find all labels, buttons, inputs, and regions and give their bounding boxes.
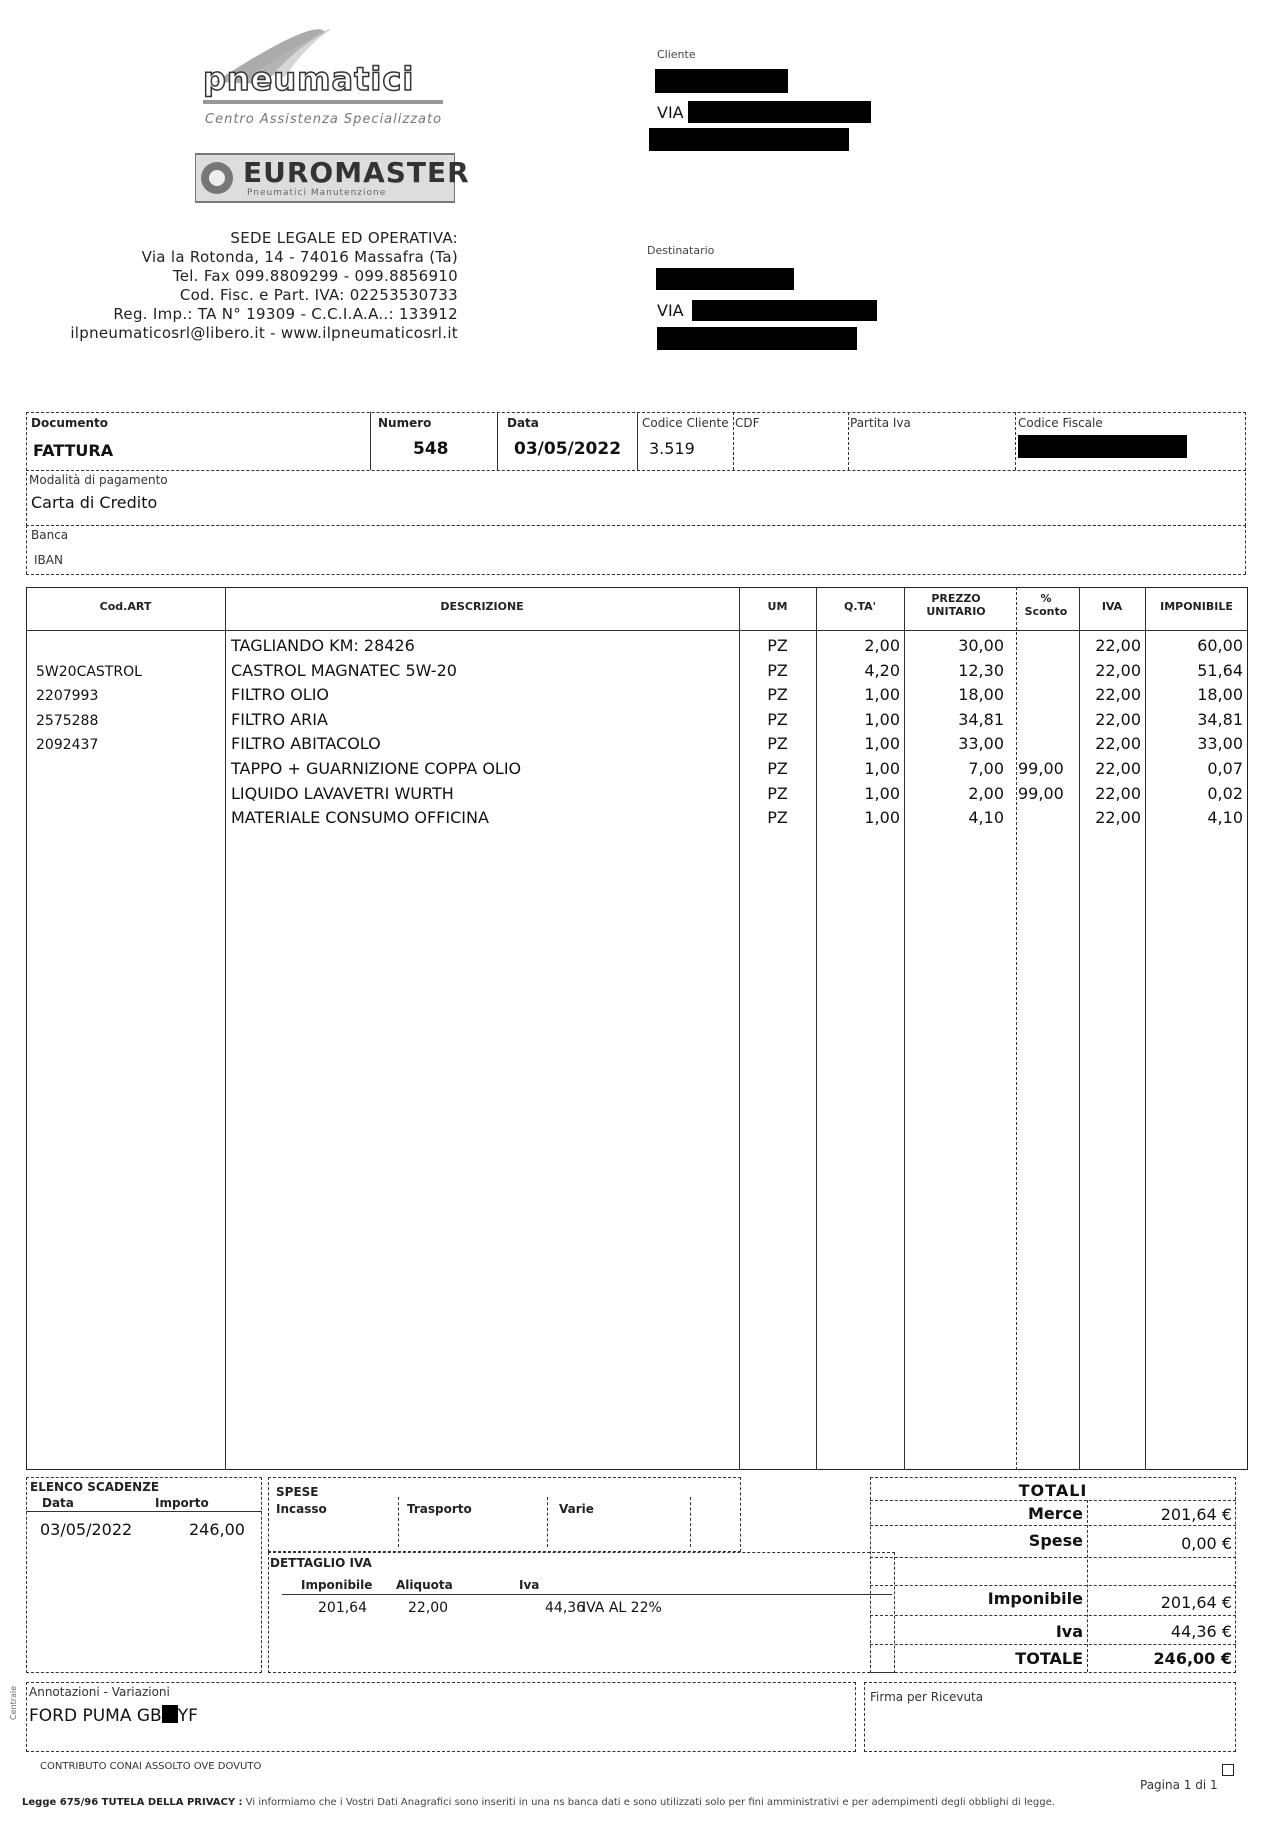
cell-cod: 2207993 (36, 688, 99, 705)
cell-desc: MATERIALE CONSUMO OFFICINA (231, 808, 489, 828)
pagamento-label: Modalità di pagamento (29, 473, 168, 487)
redacted-block (656, 268, 794, 290)
totali-merce: 201,64 € (1160, 1505, 1232, 1524)
annotazioni-label: Annotazioni - Variazioni (29, 1685, 170, 1699)
cell-iva: 22,00 (1095, 636, 1141, 655)
dettaglio-imponibile: 201,64 (318, 1600, 367, 1616)
redacted-block (657, 327, 857, 350)
scadenze-data-label: Data (42, 1496, 74, 1510)
cell-prezzo: 12,30 (958, 660, 1004, 680)
dettaglio-iva: 44,36 (545, 1600, 586, 1616)
col-header: % Sconto (1024, 592, 1068, 618)
cell-cod: 2092437 (36, 737, 99, 754)
documento-value: FATTURA (33, 441, 114, 460)
address-line: Reg. Imp.: TA N° 19309 - C.C.I.A.A..: 133912 (113, 305, 458, 323)
scadenze-importo-label: Importo (155, 1496, 209, 1510)
cell-imponibile: 33,00 (1197, 734, 1243, 754)
cell-prezzo: 34,81 (958, 709, 1004, 729)
cell-desc: CASTROL MAGNATEC 5W-20 (231, 660, 457, 680)
scadenze-title: ELENCO SCADENZE (30, 1480, 160, 1494)
cell-imponibile: 51,64 (1197, 660, 1243, 680)
logo-text: pneumatici (203, 60, 415, 98)
cell-qta: 1,00 (864, 685, 900, 705)
redacted-block (688, 101, 871, 123)
codice-cliente-value: 3.519 (649, 439, 695, 458)
codice-fiscale-label: Codice Fiscale (1018, 416, 1103, 430)
dettaglio-iva-label: Iva (519, 1578, 540, 1592)
cell-imponibile: 34,81 (1197, 709, 1243, 729)
totali-iva: 44,36 € (1170, 1622, 1232, 1641)
dettaglio-aliquota-label: Aliquota (396, 1578, 453, 1592)
spese-varie: Varie (559, 1502, 594, 1516)
numero-value: 548 (413, 439, 449, 459)
cell-qta: 4,20 (864, 660, 900, 680)
address-line: Tel. Fax 099.8809299 - 099.8856910 (172, 267, 458, 285)
totali-title: TOTALI (1018, 1481, 1088, 1500)
privacy-note (22, 1797, 1262, 1808)
cell-iva: 22,00 (1095, 660, 1141, 680)
col-header: Q.TA' (843, 600, 877, 613)
cell-iva: 22,00 (1095, 734, 1141, 754)
destinatario-label: Destinatario (647, 244, 715, 257)
cell-um: PZ (767, 808, 788, 828)
totali-imponibile: 201,64 € (1160, 1593, 1232, 1612)
spese-incasso: Incasso (276, 1502, 327, 1516)
cell-prezzo: 30,00 (958, 636, 1004, 655)
cell-desc: TAPPO + GUARNIZIONE COPPA OLIO (231, 759, 522, 778)
totali-iva-label: Iva (1055, 1622, 1083, 1641)
col-header: IMPONIBILE (1160, 600, 1233, 613)
cdf-label: CDF (735, 416, 760, 430)
redacted-block (655, 69, 788, 93)
cell-qta: 1,00 (864, 783, 900, 803)
dettaglio-iva-descr: IVA AL 22% (582, 1600, 662, 1616)
destinatario-via: VIA (657, 301, 684, 320)
cell-um: PZ (767, 759, 788, 778)
cell-qta: 2,00 (864, 636, 900, 655)
cell-prezzo: 33,00 (958, 734, 1004, 754)
address-line: SEDE LEGALE ED OPERATIVA: (230, 229, 458, 247)
cell-imponibile: 0,02 (1207, 783, 1243, 803)
col-header: PREZZO UNITARIO (926, 592, 986, 618)
cell-iva: 22,00 (1095, 783, 1141, 803)
cell-iva: 22,00 (1095, 685, 1141, 705)
page-number: Pagina 1 di 1 (1140, 1778, 1218, 1792)
brand-subtitle: Pneumatici Manutenzione (247, 188, 387, 198)
cell-imponibile: 18,00 (1197, 685, 1243, 705)
brand-name: EUROMASTER (243, 156, 470, 189)
documento-label: Documento (31, 416, 109, 430)
cell-cod: 2575288 (36, 712, 99, 729)
cell-cod: 5W20CASTROL (36, 663, 142, 680)
annotazioni-suffix: YF (177, 1706, 198, 1726)
banca-label: Banca (31, 528, 69, 542)
cell-um: PZ (767, 734, 788, 754)
cell-iva: 22,00 (1095, 808, 1141, 828)
cell-desc: FILTRO ABITACOLO (231, 734, 381, 754)
totali-totale-label: TOTALE (1015, 1649, 1083, 1668)
data-label: Data (507, 416, 539, 430)
cell-qta: 1,00 (864, 709, 900, 729)
col-header: IVA (1101, 600, 1123, 613)
scadenze-data: 03/05/2022 (40, 1520, 133, 1539)
cell-sconto: 99,00 (1018, 783, 1064, 803)
cell-iva: 22,00 (1095, 709, 1141, 729)
cell-um: PZ (767, 783, 788, 803)
pagamento-value: Carta di Credito (31, 493, 158, 512)
redacted-block (692, 300, 877, 321)
cell-qta: 1,00 (864, 808, 900, 828)
spese-box (268, 1477, 741, 1552)
cell-iva: 22,00 (1095, 759, 1141, 778)
conai-note: CONTRIBUTO CONAI ASSOLTO OVE DOVUTO (40, 1761, 262, 1772)
cell-imponibile: 60,00 (1197, 636, 1243, 655)
cell-desc: FILTRO ARIA (231, 709, 328, 729)
company-logo (195, 22, 470, 207)
address-line: Cod. Fisc. e Part. IVA: 02253530733 (179, 286, 458, 304)
partita-iva-label: Partita Iva (850, 416, 911, 430)
cell-prezzo: 18,00 (958, 685, 1004, 705)
redacted-inline (162, 1705, 178, 1723)
totali-totale: 246,00 € (1153, 1649, 1232, 1668)
checkbox-square (1222, 1764, 1234, 1776)
spese-trasporto: Trasporto (407, 1502, 472, 1516)
col-header: DESCRIZIONE (440, 600, 524, 613)
totali-imponibile-label: Imponibile (987, 1589, 1083, 1608)
side-label: Centrale (9, 1685, 18, 1720)
totali-merce-label: Merce (1028, 1504, 1083, 1523)
col-header: Cod.ART (99, 600, 152, 613)
annotazioni-text (29, 1705, 198, 1726)
cell-desc: LIQUIDO LAVAVETRI WURTH (231, 783, 454, 803)
cell-um: PZ (767, 636, 788, 655)
logo-subtitle: Centro Assistenza Specializzato (205, 112, 443, 127)
redacted-block (649, 128, 849, 151)
redacted-block (1018, 435, 1187, 458)
col-header: UM (767, 600, 788, 613)
cell-imponibile: 4,10 (1207, 808, 1243, 828)
cell-um: PZ (767, 685, 788, 705)
cell-imponibile: 0,07 (1207, 759, 1243, 778)
dettaglio-iva-title: DETTAGLIO IVA (270, 1556, 372, 1570)
firma-label: Firma per Ricevuta (870, 1690, 984, 1704)
cell-prezzo: 7,00 (968, 759, 1004, 778)
cell-prezzo: 4,10 (968, 808, 1004, 828)
numero-label: Numero (378, 416, 432, 430)
privacy-title: Legge 675/96 TUTELA DELLA PRIVACY : (22, 1797, 243, 1808)
cliente-label: Cliente (657, 48, 696, 61)
cell-prezzo: 2,00 (968, 783, 1004, 803)
company-address (40, 229, 458, 343)
spese-title: SPESE (276, 1485, 319, 1499)
codice-cliente-label: Codice Cliente (642, 416, 729, 430)
dettaglio-imponibile-label: Imponibile (301, 1578, 373, 1592)
cell-desc: TAGLIANDO KM: 28426 (231, 636, 415, 655)
cell-qta: 1,00 (864, 759, 900, 778)
address-line: ilpneumaticosrl@libero.it - www.ilpneumaticosrl.it (70, 324, 458, 342)
totali-spese-label: Spese (1028, 1531, 1083, 1550)
iban-label: IBAN (34, 553, 63, 567)
data-value: 03/05/2022 (514, 439, 622, 459)
dettaglio-aliquota: 22,00 (408, 1600, 449, 1616)
cell-qta: 1,00 (864, 734, 900, 754)
privacy-text: Vi informiamo che i Vostri Dati Anagrafici sono inseriti in una ns banca dati e sono utilizzati solo per fini amministrativi e per adempimenti degli obblighi di legge. (245, 1797, 1055, 1808)
totali-spese: 0,00 € (1181, 1534, 1232, 1553)
scadenze-importo: 246,00 (189, 1520, 245, 1539)
cell-um: PZ (767, 709, 788, 729)
cell-desc: FILTRO OLIO (231, 685, 330, 705)
cell-um: PZ (767, 660, 788, 680)
annotazioni-prefix: FORD PUMA GB (29, 1706, 162, 1726)
cliente-via: VIA (657, 103, 684, 122)
cell-sconto: 99,00 (1018, 759, 1064, 778)
address-line: Via la Rotonda, 14 - 74016 Massafra (Ta) (141, 248, 458, 266)
